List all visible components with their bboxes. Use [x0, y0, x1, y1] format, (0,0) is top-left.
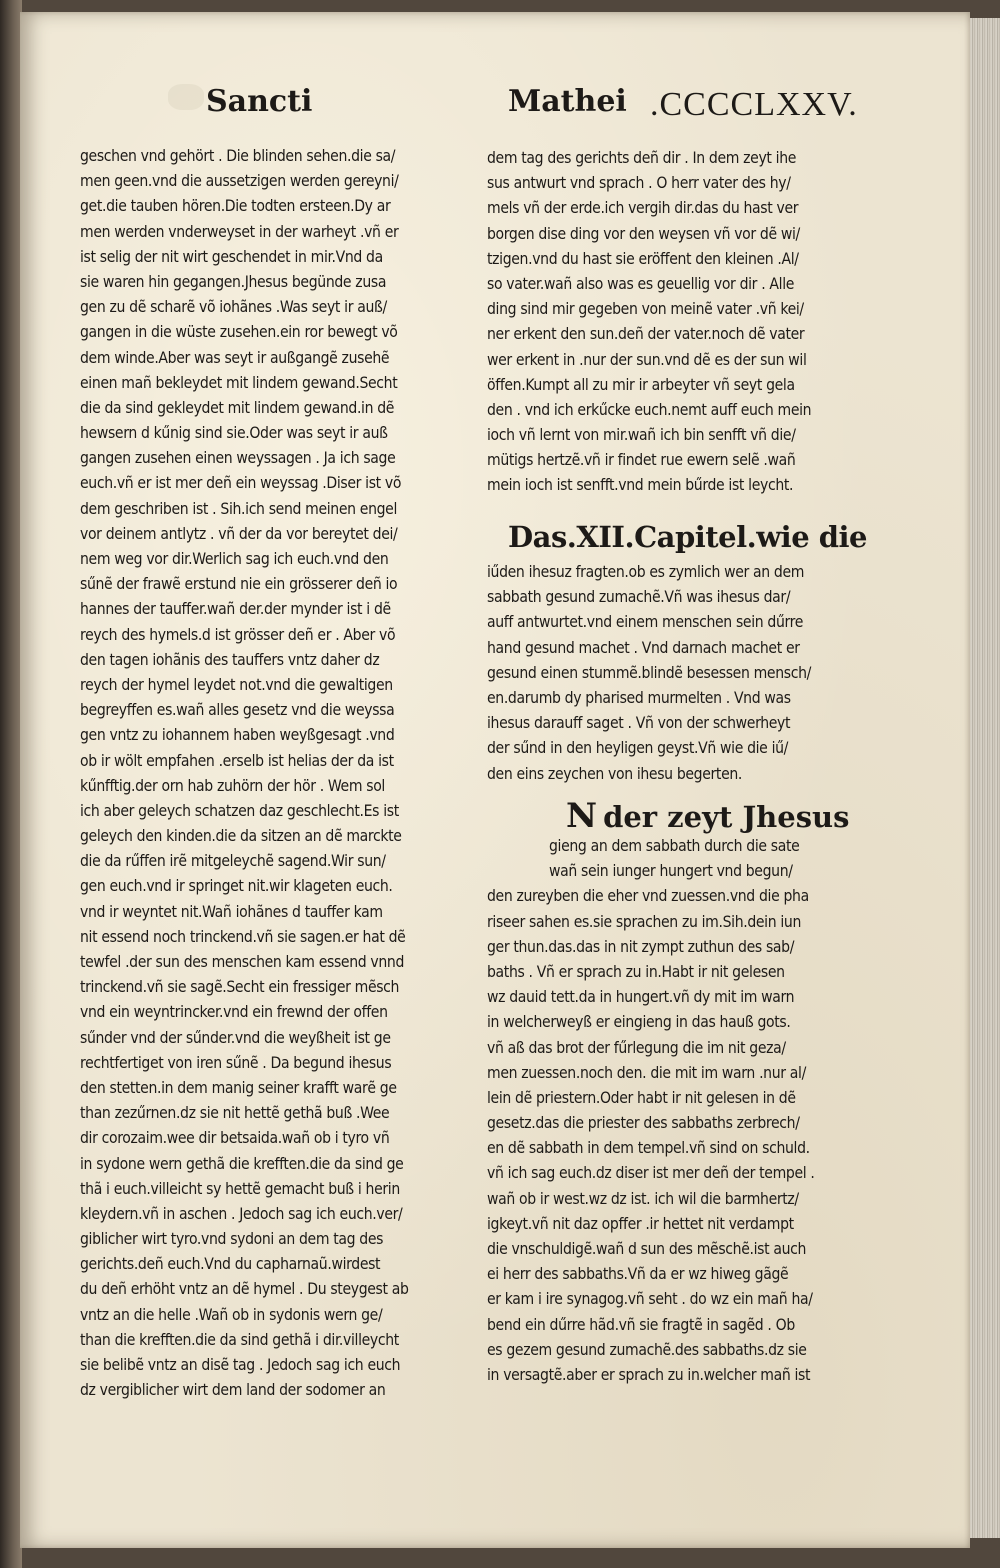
text-line: nem weg vor dir.Werlich sag ich euch.vnd den	[80, 550, 389, 568]
text-line: den tagen iohãnis des tauffers vntz daher dz	[80, 650, 380, 669]
text-line: geschen vnd gehört . Die blinden sehen.die sa/	[80, 147, 396, 165]
summary-line: auff antwurtet.vnd einem menschen sein dűrre	[487, 613, 803, 632]
text-line: men werden vnderweyset in der warheyt .vñ er	[80, 222, 399, 241]
text-line: wer erkent in .nur der sun.vnd dẽ es der sun wil	[487, 350, 807, 369]
text-line: hewsern d kűnig sind sie.Oder was seyt ir auß	[80, 424, 388, 443]
text-line: baths . Vñ er sprach zu in.Habt ir nit gelesen	[487, 962, 785, 981]
text-line: men zuessen.noch den. die mit im warn .nur al/	[487, 1063, 806, 1082]
show-through-mark	[168, 84, 204, 110]
text-line: sus antwurt vnd sprach . O herr vater des hy/	[487, 174, 791, 193]
text-line: dz vergiblicher wirt dem land der sodomer an	[80, 1381, 386, 1400]
right-text-column-top	[487, 146, 859, 499]
text-line: men geen.vnd die aussetzigen werden gereyni/	[80, 172, 399, 191]
text-line: lein dẽ priestern.Oder habt ir nit gelesen in dẽ	[487, 1088, 796, 1107]
text-line: nit essend noch trinckend.vñ sie sagen.er hat dẽ	[80, 927, 406, 946]
text-line: borgen dise ding vor den weysen vñ vor dẽ wi/	[487, 224, 800, 243]
text-line: dem winde.Aber was seyt ir außgangẽ zusehẽ	[80, 348, 390, 367]
text-line: vnd ein weyntrincker.vnd ein frewnd der offen	[80, 1003, 388, 1022]
text-line: du deñ erhöht vntz an dẽ hymel . Du steygest ab	[80, 1280, 409, 1299]
summary-line: sabbath gesund zumachẽ.Vñ was ihesus dar/	[487, 588, 791, 607]
text-line: ding sind mir gegeben von meinẽ vater .vñ kei/	[487, 300, 804, 319]
text-line: gen euch.vnd ir springet nit.wir klageten euch.	[80, 877, 393, 896]
text-line: einen mañ bekleydet mit lindem gewand.Secht	[80, 373, 398, 392]
text-line: ich aber geleych schatzen daz geschlecht.Es ist	[80, 801, 399, 820]
text-line: tewfel .der sun des menschen kam essend vnnd	[80, 953, 405, 971]
right-text-column-body	[487, 834, 859, 1388]
summary-line: hand gesund machet . Vnd darnach machet er	[487, 638, 800, 657]
text-line: thã i euch.villeicht sy hettẽ gemacht buß i herin	[80, 1179, 400, 1198]
text-line: die da rűffen irẽ mitgeleychẽ sagend.Wir sun/	[80, 852, 386, 871]
decorated-initial: N	[566, 796, 598, 836]
text-line: in welcherweyß er eingieng in das hauß gots.	[487, 1013, 791, 1032]
text-line: wañ sein iunger hungert vnd begun/	[549, 862, 793, 881]
page-stack-edge	[966, 18, 1000, 1538]
text-line: sűnẽ der frawẽ erstund nie ein grösserer deñ io	[80, 575, 398, 594]
opening-words: der zeyt Jhesus	[603, 800, 850, 834]
text-line: vntz an die helle .Wañ ob in sydonis wern ge/	[80, 1305, 383, 1324]
text-line: hannes der tauffer.wañ der.der mynder ist i dẽ	[80, 600, 391, 619]
text-line: gen vntz zu iohannem haben weyßgesagt .vnd	[80, 726, 395, 745]
text-line: trinckend.vñ sie sagẽ.Secht ein fressiger mẽsch	[80, 978, 400, 997]
text-line: vñ aß das brot der fűrlegung die im nit geza/	[487, 1038, 786, 1057]
text-line: gerichts.deñ euch.Vnd du capharnaũ.wirdest	[80, 1255, 381, 1274]
text-line: die da sind gekleydet mit lindem gewand.in dẽ	[80, 398, 395, 417]
text-line: tzigen.vnd du hast sie eröffent den kleinen .Al/	[487, 249, 799, 268]
text-line: in versagtẽ.aber er sprach zu in.welcher mañ ist	[487, 1365, 811, 1384]
text-line: ob ir wölt empfahen .erselb ist helias der da ist	[80, 751, 394, 770]
summary-line: ihesus darauff saget . Vñ von der schwerheyt	[487, 714, 791, 733]
text-line: wañ ob ir west.wz dz ist. ich wil die barmhertz/	[487, 1189, 799, 1208]
text-line: sie waren hin gegangen.Jhesus begünde zusa	[80, 272, 387, 291]
text-line: gangen zusehen einen weyssagen . Ja ich sage	[80, 449, 396, 468]
text-line: den stetten.in dem manig seiner krafft warẽ ge	[80, 1078, 397, 1097]
text-line: than zezűrnen.dz sie nit hettẽ gethã buß .Wee	[80, 1104, 390, 1123]
text-line: den zureyben die eher vnd zuessen.vnd die pha	[487, 887, 809, 906]
text-line: igkeyt.vñ nit daz opffer .ir hettet nit verdampt	[487, 1214, 794, 1233]
text-line: dem tag des gerichts deñ dir . In dem zeyt ihe	[487, 149, 797, 167]
text-line: vñ ich sag euch.dz diser ist mer deñ der tempel .	[487, 1164, 815, 1183]
text-line: gieng an dem sabbath durch die sate	[549, 837, 800, 855]
summary-line: gesund einen stummẽ.blindẽ besessen mensch/	[487, 663, 812, 682]
running-head-center: Mathei	[508, 84, 627, 119]
text-line: ner erkent den sun.deñ der vater.noch dẽ vater	[487, 325, 805, 344]
text-line: dir corozaim.wee dir betsaida.wañ ob i tyro vñ	[80, 1129, 390, 1148]
chapter-opening	[566, 796, 866, 836]
text-line: euch.vñ er ist mer deñ ein weyssag .Diser ist võ	[80, 474, 402, 493]
running-head-left: Sancti	[206, 84, 313, 119]
text-line: gesetz.das die priester des sabbaths zerbrech/	[487, 1114, 800, 1133]
text-line: dem geschriben ist . Sih.ich send meinen engel	[80, 499, 398, 518]
text-line: mels vñ der erde.ich vergih dir.das du hast ver	[487, 199, 799, 218]
summary-line: der sűnd in den heyligen geyst.Vñ wie die iű/	[487, 739, 789, 758]
text-line: so vater.wañ also was es geuellig vor dir . Alle	[487, 274, 795, 293]
text-line: rechtfertiget von iren sűnẽ . Da begund ihesus	[80, 1053, 392, 1072]
text-line: die vnschuldigẽ.wañ d sun des mẽschẽ.ist auch	[487, 1240, 807, 1258]
text-line: es gezem gesund zumachẽ.des sabbaths.dz sie	[487, 1340, 807, 1359]
summary-line: en.darumb dy pharised murmelten . Vnd was	[487, 688, 791, 707]
text-line: vnd ir weyntet nit.Wañ iohãnes d tauffer kam	[80, 902, 383, 921]
text-line: vor deinem antlytz . vñ der da vor bereytet dei/	[80, 524, 398, 543]
text-line: den . vnd ich erkűcke euch.nemt auff euch mein	[487, 400, 812, 419]
text-line: mütigs hertzẽ.vñ ir findet rue ewern selẽ .wañ	[487, 451, 796, 470]
text-line: geleych den kinden.die da sitzen an dẽ marckte	[80, 827, 402, 846]
text-line: mein ioch ist senfft.vnd mein bűrde ist leycht.	[487, 476, 794, 495]
text-line: öffen.Kumpt all zu mir ir arbeyter vñ seyt gela	[487, 375, 795, 394]
text-line: kűnfftig.der orn hab zuhörn der hör . Wem sol	[80, 776, 385, 795]
text-line: ist selig der nit wirt geschendet in mir.Vnd da	[80, 247, 383, 266]
text-line: gen zu dẽ scharẽ võ iohãnes .Was seyt ir auß/	[80, 298, 387, 317]
text-line: gangen in die wüste zusehen.ein ror bewegt võ	[80, 323, 398, 342]
text-line: en dẽ sabbath in dem tempel.vñ sind on schuld.	[487, 1139, 810, 1158]
text-line: ger thun.das.das in nit zympt zuthun des sab/	[487, 937, 795, 956]
text-line: ioch vñ lernt von mir.wañ ich bin senfft vñ die/	[487, 426, 796, 445]
text-line: reych des hymels.d ist grösser deñ er . Aber võ	[80, 625, 396, 644]
text-line: sűnder vnd der sűnder.vnd die weyßheit ist ge	[80, 1028, 391, 1047]
chapter-summary	[487, 560, 859, 787]
text-line: sie belibẽ vntz an disẽ tag . Jedoch sag ich euch	[80, 1356, 401, 1374]
summary-line: iűden ihesuz fragten.ob es zymlich wer an dem	[487, 563, 805, 581]
text-line: ei herr des sabbaths.Vñ da er wz hiweg gãgẽ	[487, 1265, 789, 1284]
folio-number: .CCCCLXXV.	[650, 86, 858, 123]
text-line: kleydern.vñ in aschen . Jedoch sag ich euch.ver/	[80, 1204, 403, 1223]
text-line: get.die tauben hören.Die todten ersteen.Dy ar	[80, 197, 391, 216]
left-text-column	[80, 144, 440, 1403]
text-line: bend ein dűrre hãd.vñ sie fragtẽ in sagẽd . Ob	[487, 1315, 795, 1334]
text-line: reych der hymel leydet not.vnd die gewaltigen	[80, 675, 393, 694]
text-line: giblicher wirt tyro.vnd sydoni an dem tag des	[80, 1230, 384, 1249]
text-line: riseer sahen es.sie sprachen zu im.Sih.dein iun	[487, 912, 802, 931]
text-line: begreyffen es.wañ alles gesetz vnd die weyssa	[80, 701, 395, 720]
binding-shadow	[0, 0, 22, 1568]
summary-line: den eins zeychen von ihesu begerten.	[487, 764, 743, 783]
text-line: er kam i ire synagog.vñ seht . do wz ein mañ ha/	[487, 1290, 813, 1309]
text-line: wz dauid tett.da in hungert.vñ dy mit im warn	[487, 988, 795, 1007]
text-line: in sydone wern gethã die krefften.die da sind ge	[80, 1154, 404, 1173]
chapter-heading: Das.XII.Capitel.wie die	[508, 520, 867, 554]
text-line: than die krefften.die da sind gethã i dir.villeycht	[80, 1330, 399, 1349]
